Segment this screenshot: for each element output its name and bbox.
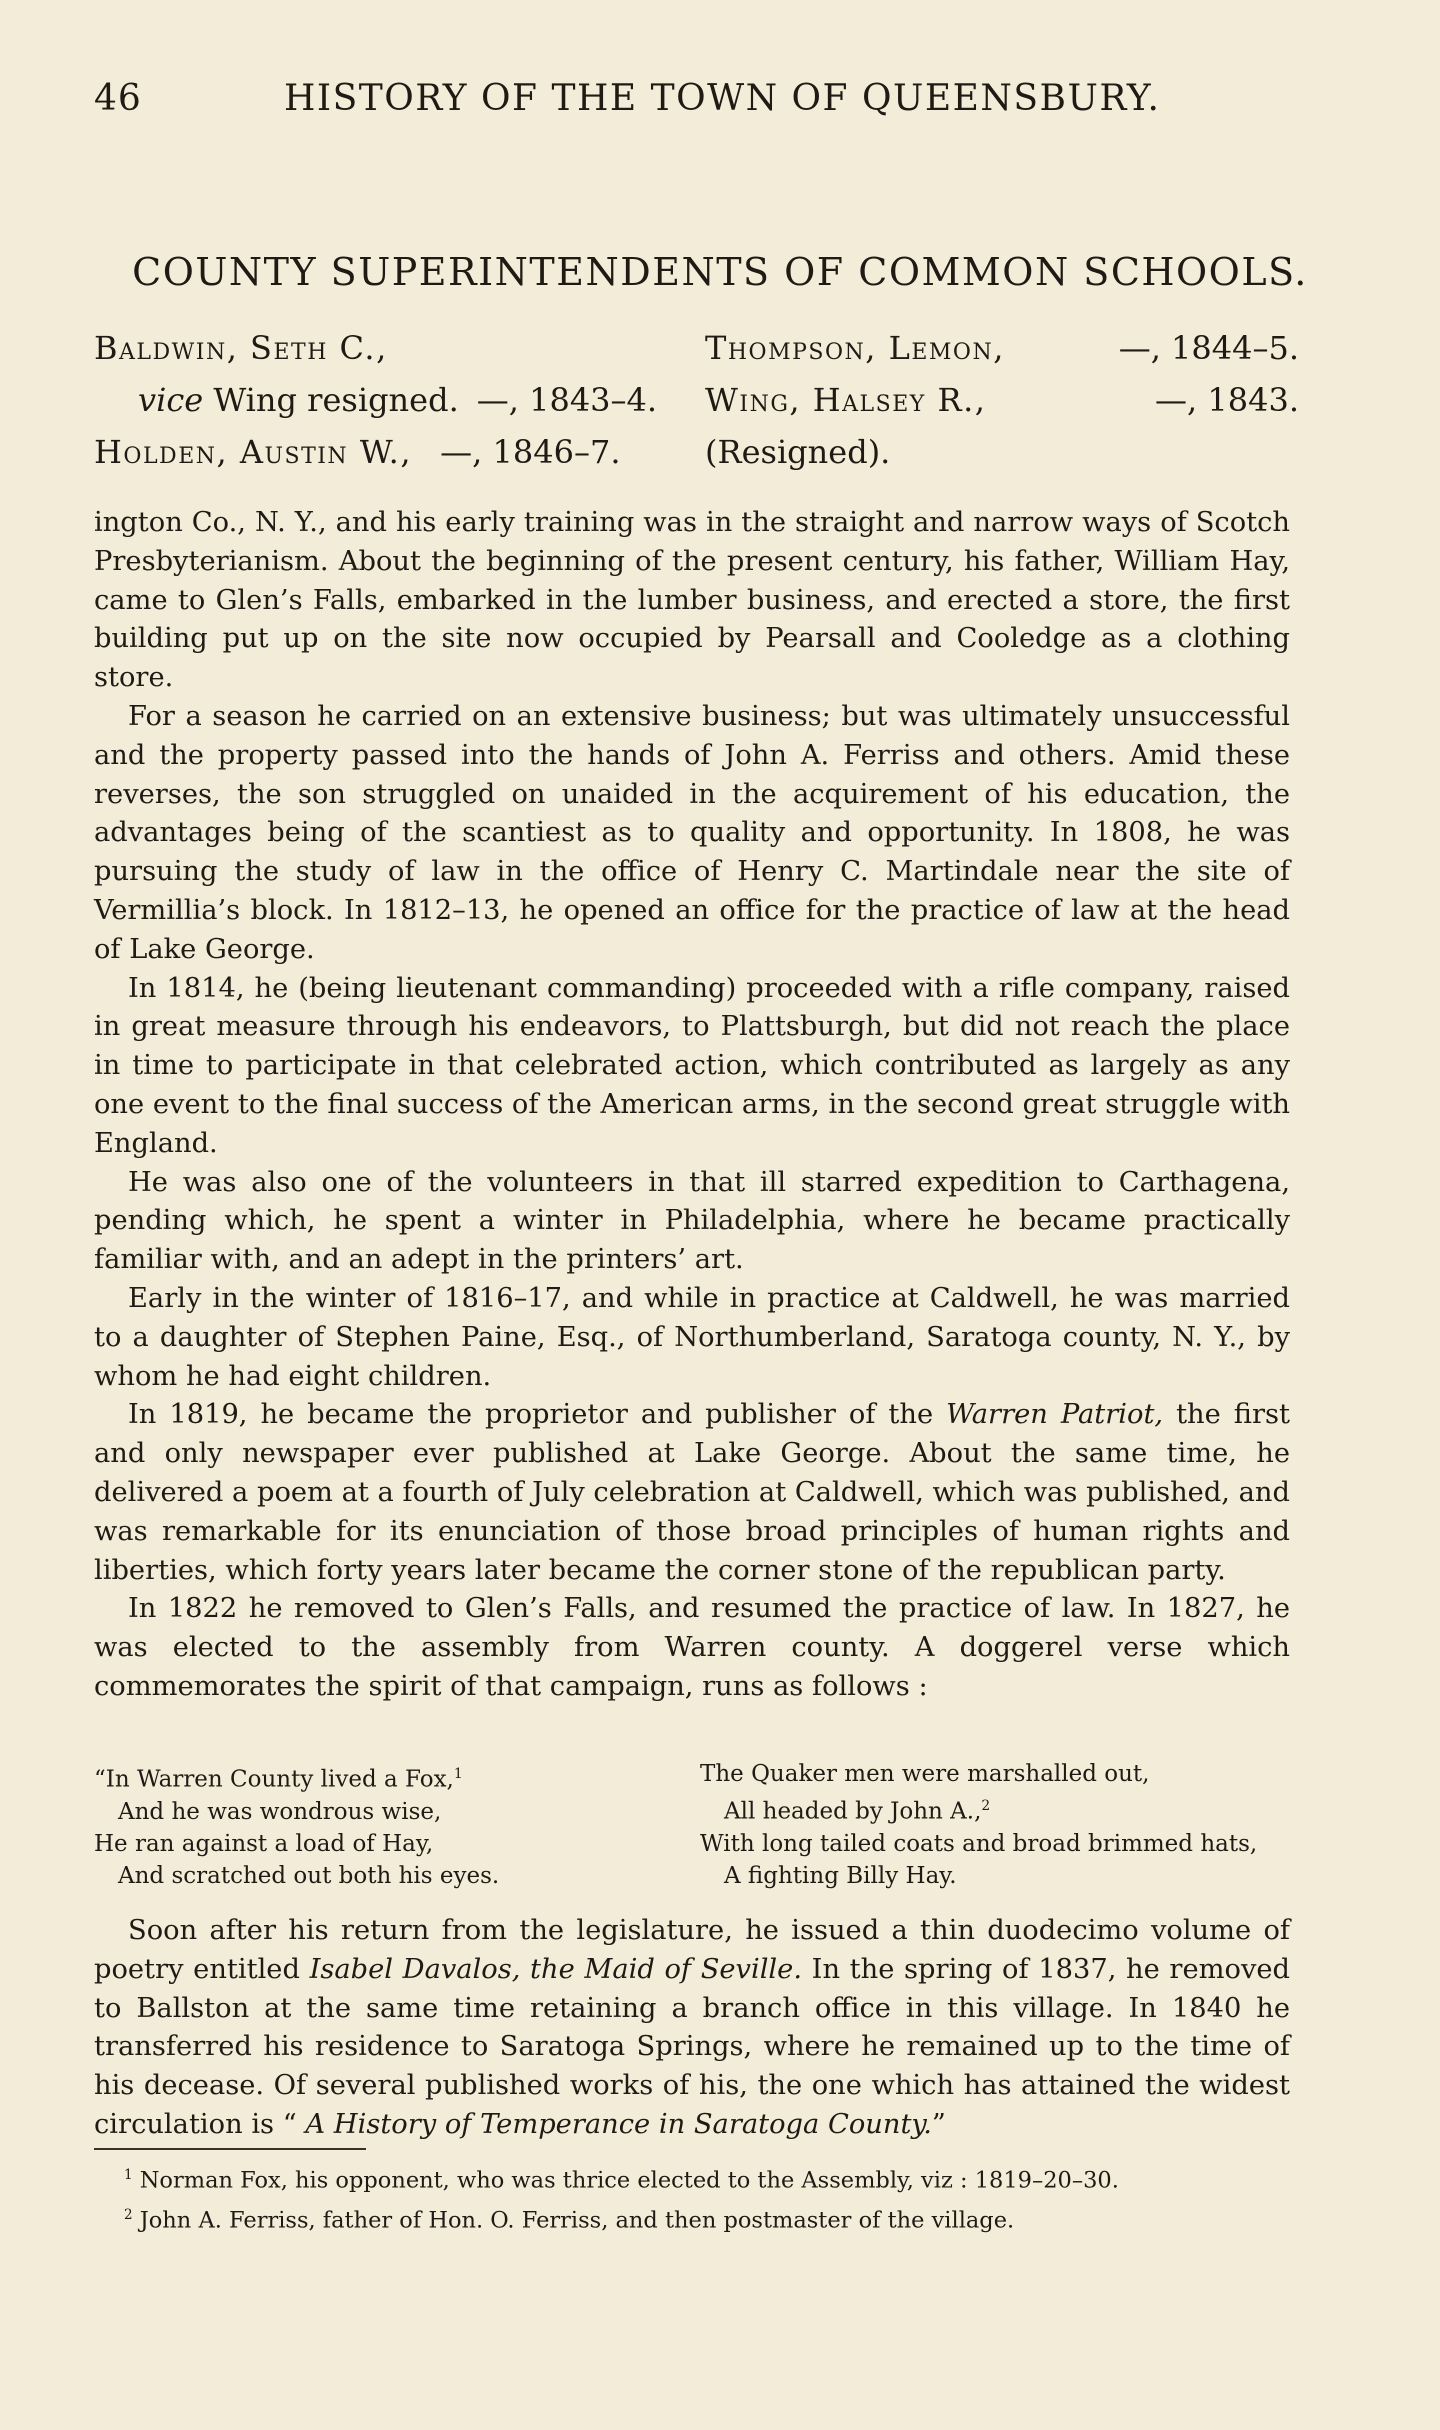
paragraph-final bbox=[94, 1912, 1290, 2145]
verse-text: “In Warren County lived a Fox, bbox=[94, 1766, 454, 1793]
verse-text: All headed by John A., bbox=[724, 1798, 982, 1825]
verse-right-column bbox=[700, 1758, 1300, 1892]
newspaper-title: Warren Patriot, bbox=[946, 1399, 1164, 1431]
verse-line bbox=[700, 1790, 1300, 1828]
officer-name: Wing, Halsey R., bbox=[705, 381, 987, 419]
footnote-text: John A. Ferriss, father of Hon. O. Ferriss, and then postmaster of the village. bbox=[132, 2207, 1015, 2233]
verse-text: And he was wondrous wise, bbox=[118, 1798, 442, 1825]
officer-term: —, 1843. bbox=[1155, 381, 1299, 419]
officer-name: Thompson, Lemon, bbox=[705, 329, 1005, 367]
officer-row bbox=[94, 374, 714, 426]
officer-row bbox=[705, 374, 1305, 426]
footnote bbox=[124, 2158, 1294, 2198]
text-span: ” bbox=[931, 2108, 946, 2140]
text-span: the first and only newspaper ever published at Lake George. About the same time, he delivered a poem at a fourth of July celebration at Caldwell, which was published, and was remarkable for its enunciation of those broad principles of human rights and liberties, which forty years later became the corner stone of the republican party. bbox=[94, 1399, 1290, 1586]
verse-line bbox=[700, 1860, 1300, 1892]
officers-left-column bbox=[94, 322, 714, 478]
officer-row bbox=[94, 426, 714, 478]
paragraph: Early in the winter of 1816–17, and while in practice at Caldwell, he was married to a daughter of Stephen Paine, Esq., of Northumberland, Saratoga county, N. Y., by whom he had eight children. bbox=[94, 1282, 1290, 1392]
verse-text: With long tailed coats and broad brimmed hats, bbox=[700, 1830, 1258, 1857]
body-text bbox=[94, 504, 1290, 1707]
officer-row bbox=[94, 322, 714, 374]
paragraph: In 1822 he removed to Glen’s Falls, and resumed the practice of law. In 1827, he was elected to the assembly from Warren county. A doggerel verse which commemorates the spirit of that campaign, runs as follows : bbox=[94, 1593, 1290, 1702]
officer-row bbox=[705, 426, 1305, 478]
verse-line bbox=[94, 1828, 694, 1860]
verse-line bbox=[94, 1758, 694, 1796]
verse-line bbox=[94, 1860, 694, 1892]
book-title: A History of Temperance in Saratoga County. bbox=[305, 2108, 932, 2140]
officer-name: Baldwin, Seth C., bbox=[94, 329, 388, 367]
verse-text: The Quaker men were marshalled out, bbox=[700, 1761, 1150, 1787]
page-number: 46 bbox=[94, 78, 142, 119]
verse-block bbox=[94, 1758, 1304, 1906]
text-span: Soon after his return from the legislature, he issued a thin duodecimo volume of poetry entitled bbox=[94, 1915, 1290, 1985]
book-title: Isabel Davalos, the Maid of Seville. bbox=[309, 1953, 802, 1985]
paragraph: He was also one of the volunteers in that ill starred expedition to Carthagena, pending which, he spent a winter in Philadelphia, where he became practically familiar with, and an adept in the printers’ art. bbox=[94, 1166, 1290, 1276]
footnote-ref: 1 bbox=[453, 1766, 463, 1782]
verse-text: And scratched out both his eyes. bbox=[118, 1862, 500, 1889]
section-title: COUNTY SUPERINTENDENTS OF COMMON SCHOOLS. bbox=[132, 250, 1308, 294]
paragraph-1819 bbox=[94, 1396, 1290, 1590]
verse-line bbox=[700, 1828, 1300, 1860]
body-text-final bbox=[94, 1912, 1290, 2145]
footnote-rule bbox=[94, 2148, 366, 2150]
officer-row bbox=[705, 322, 1305, 374]
officer-term: —, 1843–4. bbox=[476, 381, 658, 419]
footnote-mark: 2 bbox=[124, 2206, 133, 2223]
officer-name: Holden, Austin W., bbox=[94, 433, 412, 471]
officer-name: (Resigned). bbox=[705, 433, 891, 471]
verse-left-column bbox=[94, 1758, 694, 1892]
footnote-mark: 1 bbox=[124, 2167, 133, 2183]
footnote-text: Norman Fox, his opponent, who was thrice elected to the Assembly, viz : 1819–20–30. bbox=[132, 2167, 1119, 2194]
paragraph: ington Co., N. Y., and his early training was in the straight and narrow ways of Scotch Presbyterianism. About the beginning of the present century, his father, William Hay, came to Glen’s Falls, embarked in the lumber business, and erected a store, the first building put up on the site now occupied by Pearsall and Cooledge as a clothing store. bbox=[94, 507, 1290, 694]
running-title: HISTORY OF THE TOWN OF QUEENSBURY. bbox=[284, 78, 1161, 119]
footnotes bbox=[124, 2158, 1294, 2237]
text-span: In 1819, he became the proprietor and publisher of the bbox=[128, 1399, 947, 1431]
officers-right-column bbox=[705, 322, 1305, 478]
officer-note-vice: vice bbox=[138, 381, 204, 419]
verse-text: He ran against a load of Hay, bbox=[94, 1830, 434, 1857]
paragraph: For a season he carried on an extensive business; but was ultimately unsuccessful and the property passed into the hands of John A. Ferriss and others. Amid these reverses, the son struggled on unaided in the acquirement of his education, the advantages being of the scantiest as to quality and opportunity. In 1808, he was pursuing the study of law in the office of Henry C. Martindale near the site of Vermillia’s block. In 1812–13, he opened an office for the practice of law at the head of Lake George. bbox=[94, 700, 1290, 965]
officer-term: —, 1846–7. bbox=[440, 433, 621, 471]
officer-note: Wing resigned. bbox=[203, 381, 459, 419]
verse-text: A fighting Billy Hay. bbox=[724, 1862, 957, 1889]
verse-line bbox=[700, 1758, 1300, 1790]
verse-line bbox=[94, 1796, 694, 1828]
footnote-ref: 2 bbox=[981, 1798, 991, 1814]
paragraph: In 1814, he (being lieutenant commanding) proceeded with a rifle company, raised in great measure through his endeavors, to Plattsburgh, but did not reach the place in time to participate in that celebrated action, which contributed as largely as any one event to the final success of the American arms, in the second great struggle with England. bbox=[94, 972, 1290, 1159]
officer-term: —, 1844–5. bbox=[1118, 329, 1299, 367]
footnote bbox=[124, 2198, 1294, 2238]
text-span: In the spring of 1837, he removed to Ballston at the same time retaining a branch office in this village. In 1840 he transferred his residence to Saratoga Springs, where he remained up to the time of his decease. Of several published works of his, the one which has attained the widest circulation is “ bbox=[94, 1953, 1290, 2140]
